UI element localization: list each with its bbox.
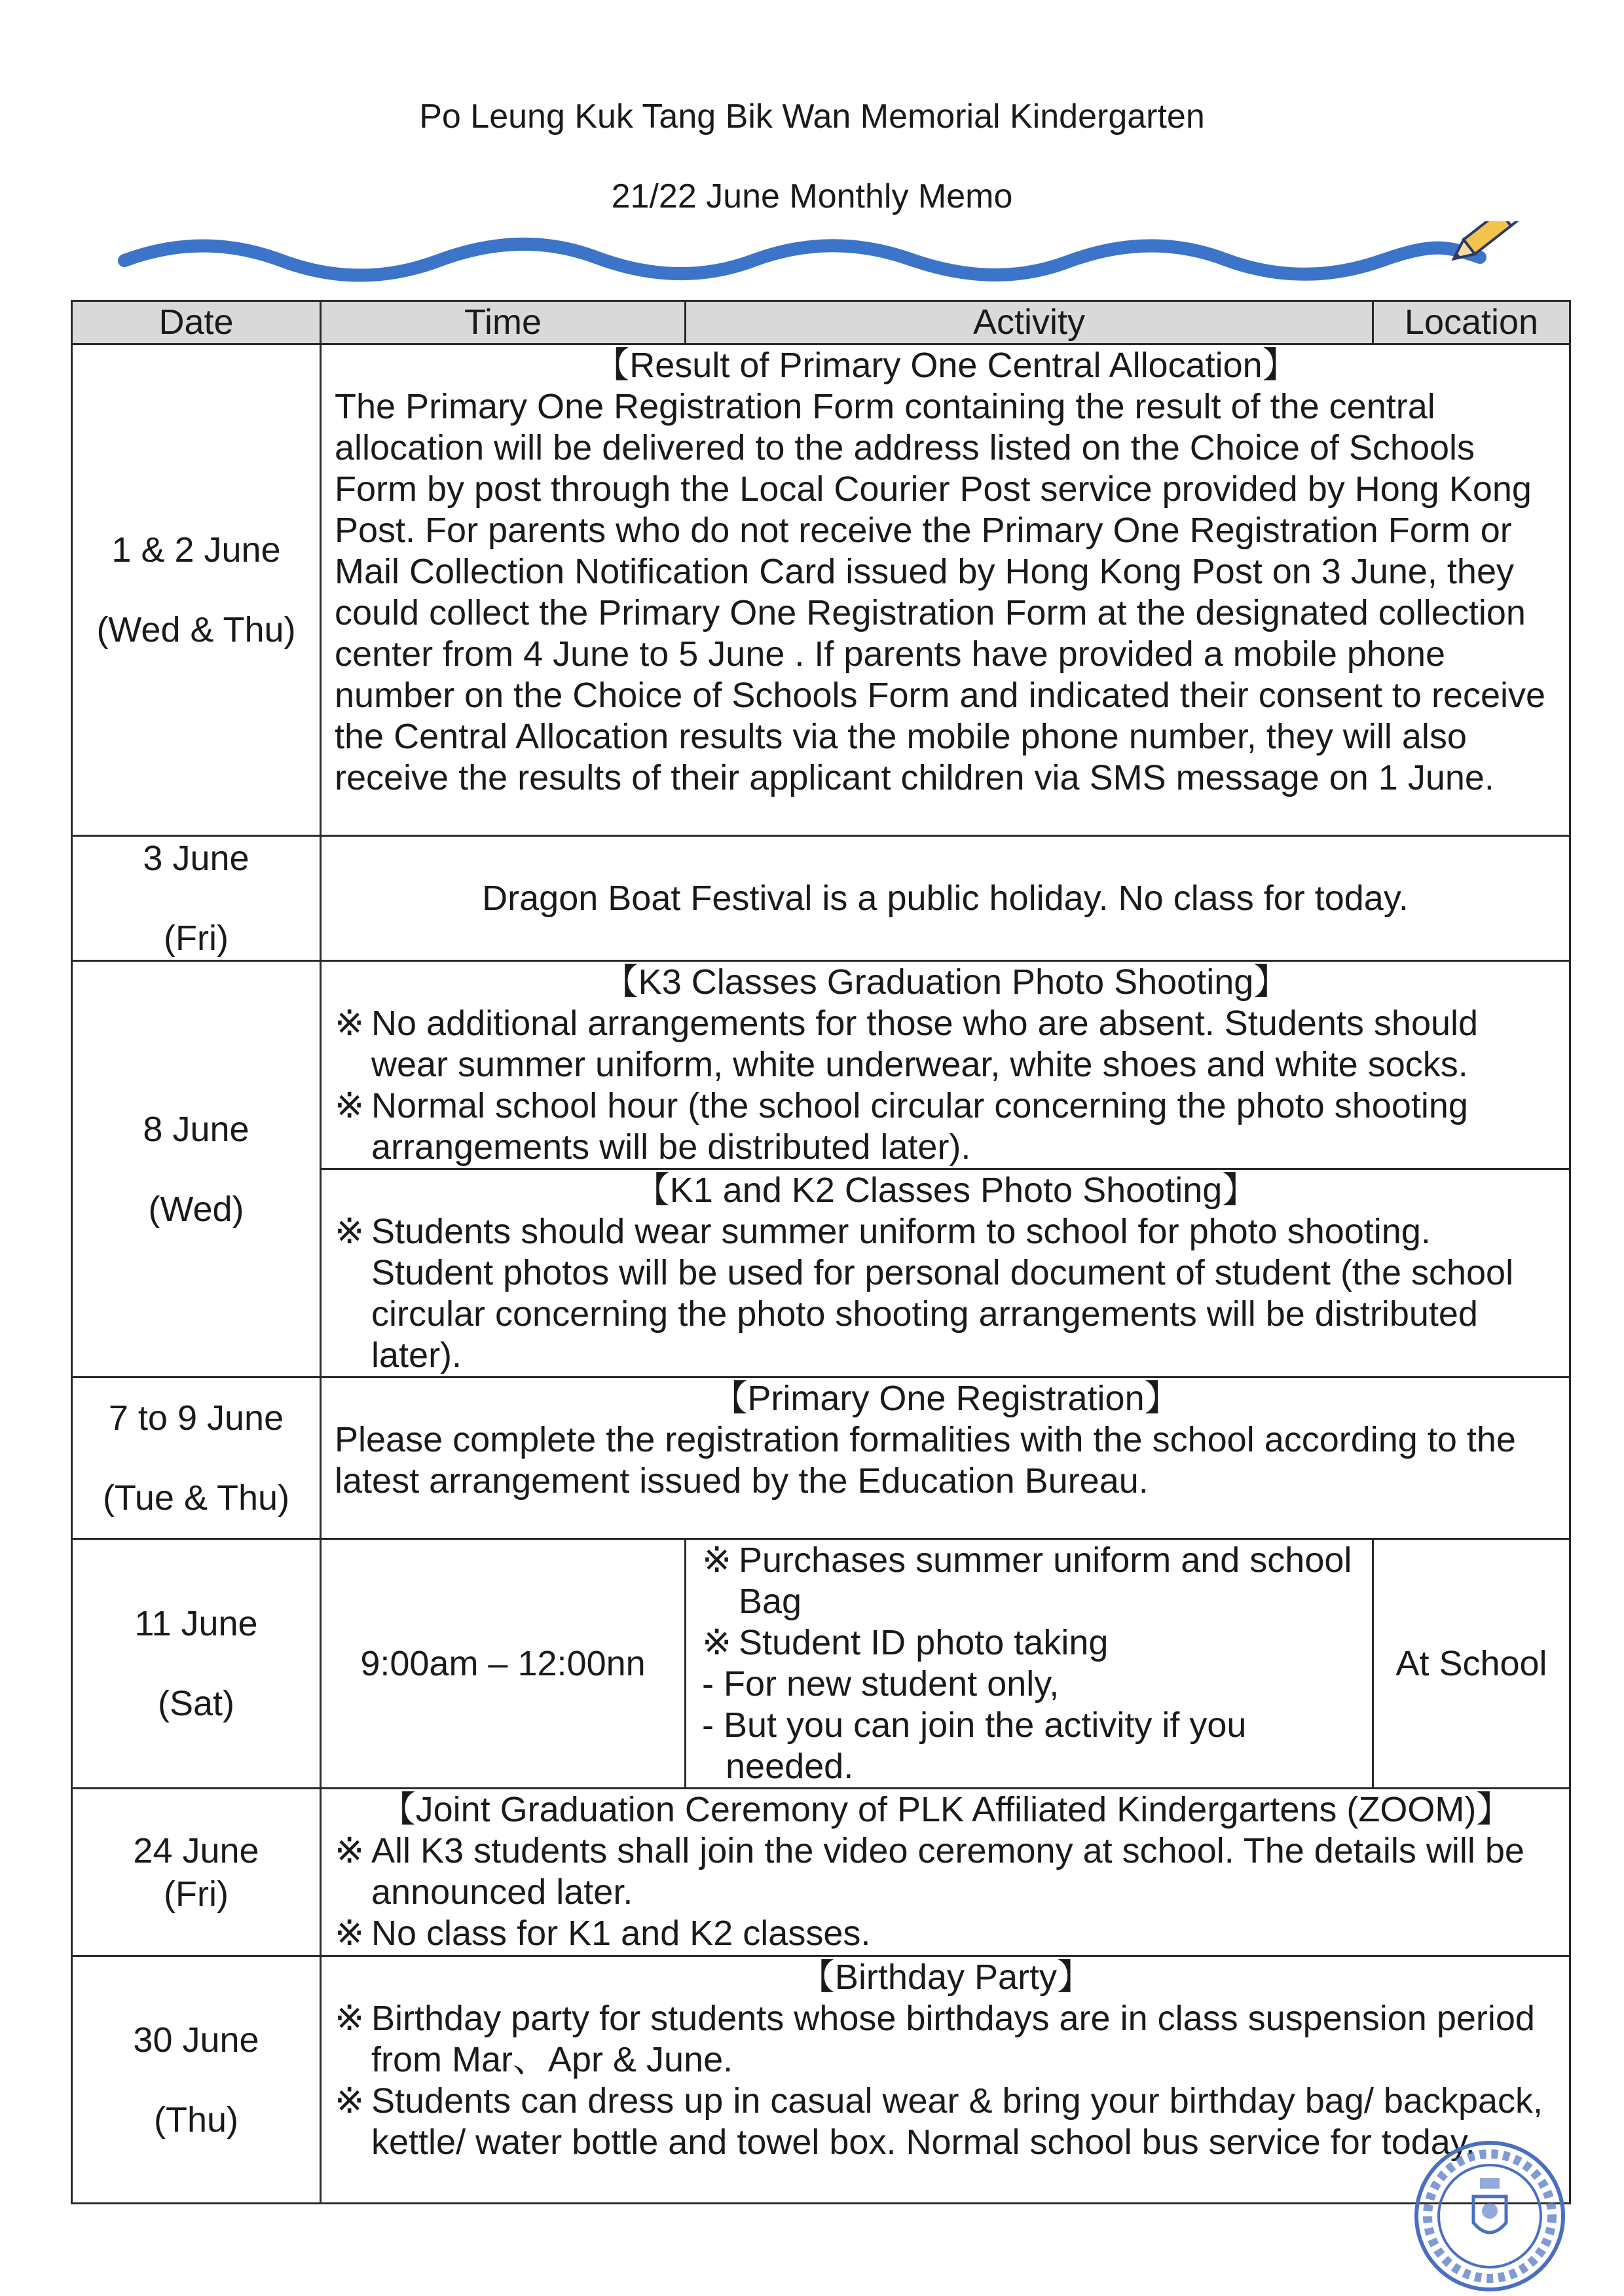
date-cell bbox=[72, 344, 321, 836]
table-row bbox=[72, 344, 1570, 836]
location-cell bbox=[1373, 1539, 1570, 1789]
bullet-item: ※ Purchases summer uniform and school Bag bbox=[702, 1540, 1352, 1621]
activity-cell bbox=[321, 836, 1570, 961]
activity-heading: 【K3 Classes Graduation Photo Shooting】 bbox=[602, 962, 1289, 1002]
table-header-row bbox=[72, 301, 1570, 344]
location-text: At School bbox=[1395, 1643, 1547, 1683]
dash-item: - For new student only, bbox=[702, 1664, 1060, 1704]
activity-cell bbox=[321, 1169, 1570, 1377]
day-text: (Sat) bbox=[157, 1684, 235, 1723]
activity-cell bbox=[321, 1377, 1570, 1539]
day-text: (Tue & Thu) bbox=[102, 1478, 290, 1518]
day-text: (Fri) bbox=[164, 919, 229, 958]
date-text: 3 June bbox=[143, 839, 249, 878]
activity-text: Dragon Boat Festival is a public holiday. No class for today. bbox=[482, 878, 1409, 918]
reference-mark-icon: ※ bbox=[702, 1623, 732, 1662]
date-text: 24 June bbox=[133, 1831, 259, 1870]
bullet-item: ※ Normal school hour (the school circular concerning the photo shooting arrangements will be distributed later). bbox=[335, 1086, 1468, 1167]
table-row bbox=[72, 961, 1570, 1169]
activity-cell bbox=[321, 1789, 1570, 1956]
date-cell bbox=[72, 836, 321, 961]
date-text: 11 June bbox=[134, 1604, 258, 1643]
reference-mark-icon: ※ bbox=[335, 1914, 365, 1953]
activity-heading: 【Result of Primary One Central Allocation】 bbox=[594, 346, 1298, 385]
reference-mark-icon: ※ bbox=[335, 1999, 365, 2038]
table-row bbox=[72, 836, 1570, 961]
bullet-item: ※ Students can dress up in casual wear & bring your birthday bag/ backpack, kettle/ water bottle and towel box. Normal school bus service for today. bbox=[335, 2081, 1543, 2162]
time-text: 9:00am – 12:00nn bbox=[360, 1643, 646, 1683]
reference-mark-icon: ※ bbox=[335, 1086, 365, 1125]
bullet-item: ※ No additional arrangements for those who are absent. Students should wear summer uniform, white underwear, white shoes and white socks. bbox=[335, 1004, 1479, 1084]
bullet-item: ※ No class for K1 and K2 classes. bbox=[335, 1914, 871, 1953]
reference-mark-icon: ※ bbox=[335, 2081, 365, 2121]
activity-heading: 【Birthday Party】 bbox=[799, 1958, 1093, 1997]
dash-item: - But you can join the activity if you needed. bbox=[702, 1705, 1247, 1786]
day-text: (Fri) bbox=[164, 1874, 229, 1914]
time-cell bbox=[321, 1539, 686, 1789]
date-text: 8 June bbox=[143, 1109, 249, 1149]
bullet-item: ※ Birthday party for students whose birthdays are in class suspension period from Mar、Apr & June. bbox=[335, 1999, 1535, 2079]
activity-cell bbox=[686, 1539, 1373, 1789]
column-header-time: Time bbox=[321, 301, 686, 344]
date-cell bbox=[72, 961, 321, 1377]
reference-mark-icon: ※ bbox=[335, 1212, 365, 1251]
date-text: 1 & 2 June bbox=[111, 530, 281, 570]
activity-heading: 【K1 and K2 Classes Photo Shooting】 bbox=[634, 1171, 1258, 1210]
school-name: Po Leung Kuk Tang Bik Wan Memorial Kindergarten bbox=[419, 98, 1205, 136]
table-row bbox=[72, 1789, 1570, 1956]
table-row bbox=[72, 1377, 1570, 1539]
bullet-item: ※ Student ID photo taking bbox=[702, 1623, 1109, 1662]
date-cell bbox=[72, 1539, 321, 1789]
date-text: 30 June bbox=[133, 2020, 259, 2060]
activity-cell bbox=[321, 961, 1570, 1169]
day-text: (Wed & Thu) bbox=[96, 610, 296, 649]
day-text: (Thu) bbox=[153, 2100, 238, 2140]
school-seal-stamp bbox=[1411, 2138, 1568, 2295]
activity-heading: 【Primary One Registration】 bbox=[712, 1379, 1180, 1418]
column-header-location: Location bbox=[1373, 301, 1570, 344]
date-cell bbox=[72, 1377, 321, 1539]
reference-mark-icon: ※ bbox=[702, 1540, 732, 1580]
activity-text: Please complete the registration formalities with the school according to the latest arrangement issued by the Education Bureau. bbox=[335, 1420, 1516, 1501]
table-row bbox=[72, 1956, 1570, 2204]
column-header-date: Date bbox=[72, 301, 321, 344]
memo-title: 21/22 June Monthly Memo bbox=[611, 177, 1013, 215]
day-text: (Wed) bbox=[148, 1189, 244, 1229]
column-header-activity: Activity bbox=[686, 301, 1373, 344]
activity-text: The Primary One Registration Form containing the result of the central allocation will be delivered to the address listed on the Choice of Schools Form by post through the Local Courier Post service provided by Hong Kong Post. For parents who do not receive the Primary One Registration Form or Mail Collection Notification Card issued by Hong Kong Post on 3 June, they could collect the Primary One Registration Form at the designated collection center from 4 June to 5 June . If parents have provided a mobile phone number on the Choice of Schools Form and indicated their consent to receive the Central Allocation results via the mobile phone number, they will also receive the results of their applicant children via SMS message on 1 June. bbox=[335, 387, 1546, 797]
activity-heading: 【Joint Graduation Ceremony of PLK Affiliated Kindergartens (ZOOM)】 bbox=[380, 1790, 1512, 1829]
activity-cell bbox=[321, 344, 1570, 836]
date-text: 7 to 9 June bbox=[108, 1398, 284, 1438]
monthly-memo-table bbox=[71, 300, 1571, 2204]
wavy-line-decoration bbox=[118, 221, 1559, 293]
date-cell bbox=[72, 1789, 321, 1956]
date-cell bbox=[72, 1956, 321, 2204]
activity-cell bbox=[321, 1956, 1570, 2204]
bullet-item: ※ Students should wear summer uniform to school for photo shooting. Student photos will be used for personal document of student (the school circular concerning the photo shooting arrangements will be distributed later). bbox=[335, 1212, 1514, 1375]
bullet-item: ※ All K3 students shall join the video ceremony at school. The details will be announced later. bbox=[335, 1831, 1524, 1912]
reference-mark-icon: ※ bbox=[335, 1831, 365, 1870]
table-row bbox=[72, 1539, 1570, 1789]
reference-mark-icon: ※ bbox=[335, 1004, 365, 1043]
